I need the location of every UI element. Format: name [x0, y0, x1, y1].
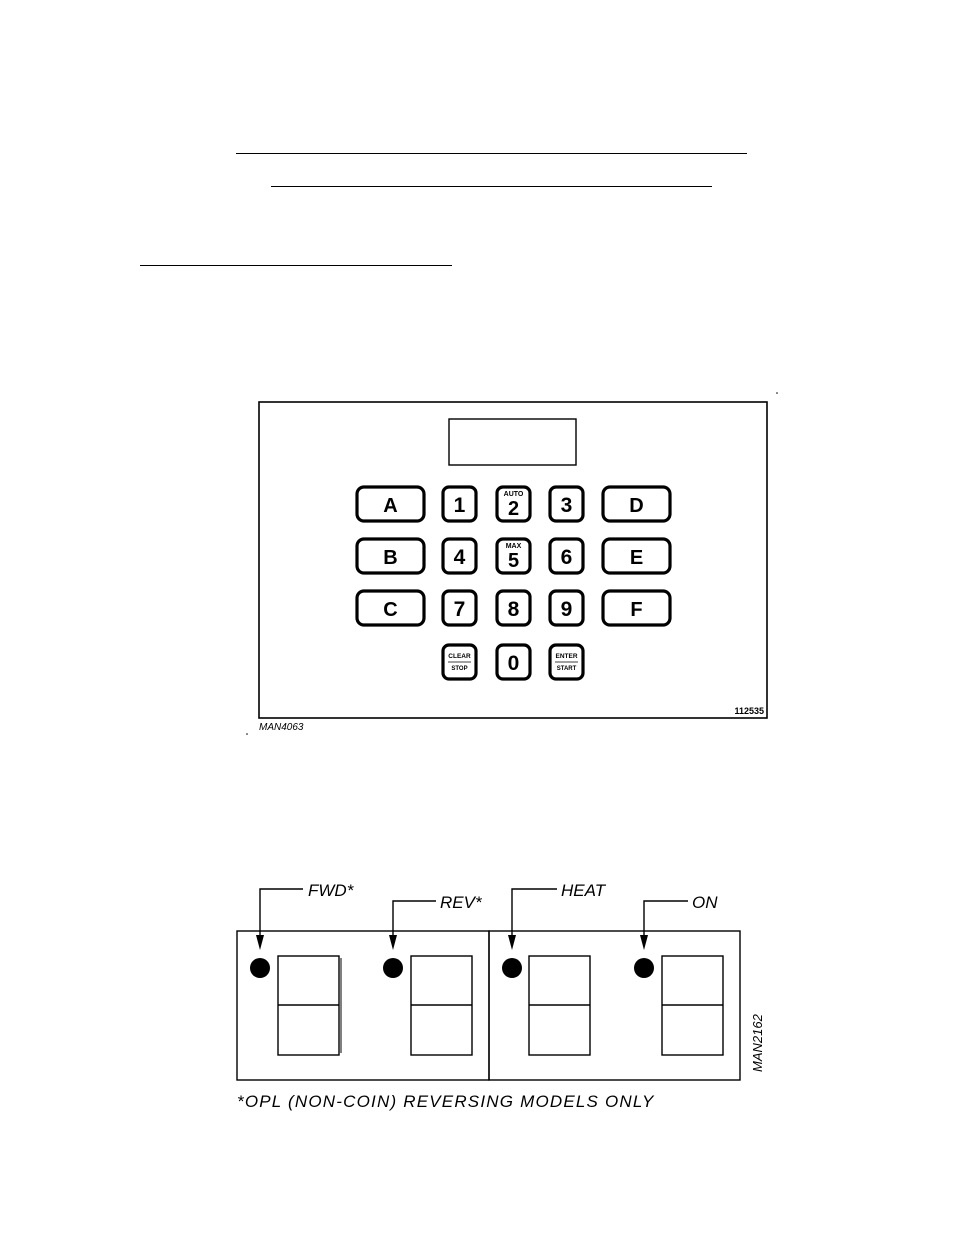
fwd-indicator-light	[250, 958, 270, 978]
key-enter-label: ENTER	[555, 653, 578, 660]
fwd-callout	[256, 881, 355, 950]
indicator-footnote: *OPL (NON-COIN) REVERSING MODELS ONLY	[237, 1092, 655, 1111]
key-clear-stop[interactable]	[443, 645, 476, 679]
key-5-label: 5	[507, 550, 520, 572]
heat-indicator-light	[502, 958, 522, 978]
keypad-part-number: 112535	[734, 706, 764, 716]
key-0[interactable]	[497, 645, 530, 679]
key-4[interactable]	[443, 539, 476, 573]
heat-label: HEAT	[561, 881, 606, 900]
key-3[interactable]	[550, 487, 583, 521]
keypad-figure	[246, 392, 778, 735]
key-a[interactable]	[357, 487, 424, 521]
rev-label: REV*	[440, 893, 482, 912]
key-0-label: 0	[507, 652, 520, 675]
key-clear-label: CLEAR	[448, 653, 471, 660]
digit-display-2	[411, 956, 472, 1055]
digit-display-4	[662, 956, 723, 1055]
key-start-label: START	[556, 666, 577, 672]
keypad-figure-id: MAN4063	[259, 722, 304, 733]
key-f[interactable]	[603, 591, 670, 625]
on-callout	[640, 893, 718, 950]
key-stop-label: STOP	[451, 666, 468, 672]
key-5[interactable]	[497, 539, 530, 573]
key-9[interactable]	[550, 591, 583, 625]
key-2[interactable]	[497, 487, 530, 521]
indicator-figure-id: MAN2162	[750, 1014, 765, 1072]
digit-display-1	[278, 956, 341, 1055]
key-d[interactable]	[603, 487, 670, 521]
key-a-label: A	[383, 495, 398, 517]
key-d-label: D	[629, 495, 644, 517]
key-6[interactable]	[550, 539, 583, 573]
fwd-label: FWD*	[308, 881, 354, 900]
key-e[interactable]	[603, 539, 670, 573]
on-indicator-light	[634, 958, 654, 978]
key-8-label: 8	[507, 598, 520, 621]
key-2-label: 2	[507, 498, 520, 520]
key-6-label: 6	[560, 546, 573, 569]
key-5-max-label: MAX	[505, 543, 522, 550]
key-b[interactable]	[357, 539, 424, 573]
key-c-label: C	[383, 599, 398, 621]
rev-indicator-light	[383, 958, 403, 978]
stray-dot	[776, 392, 778, 394]
indicator-figure	[237, 881, 765, 1111]
key-7[interactable]	[443, 591, 476, 625]
key-enter-start[interactable]	[550, 645, 583, 679]
heat-callout	[508, 881, 607, 950]
stray-dot	[246, 733, 248, 735]
key-b-label: B	[383, 547, 398, 569]
key-7-label: 7	[453, 598, 466, 621]
key-e-label: E	[629, 547, 644, 569]
key-8[interactable]	[497, 591, 530, 625]
on-label: ON	[692, 893, 718, 912]
key-2-auto-label: AUTO	[503, 491, 524, 498]
keypad-display-window	[449, 419, 576, 465]
key-4-label: 4	[453, 546, 466, 569]
key-1-label: 1	[453, 494, 466, 517]
key-f-label: F	[630, 599, 643, 621]
key-1[interactable]	[443, 487, 476, 521]
key-3-label: 3	[560, 494, 573, 517]
rev-callout	[389, 893, 483, 950]
key-9-label: 9	[560, 598, 573, 621]
digit-display-3	[529, 956, 590, 1055]
key-c[interactable]	[357, 591, 424, 625]
